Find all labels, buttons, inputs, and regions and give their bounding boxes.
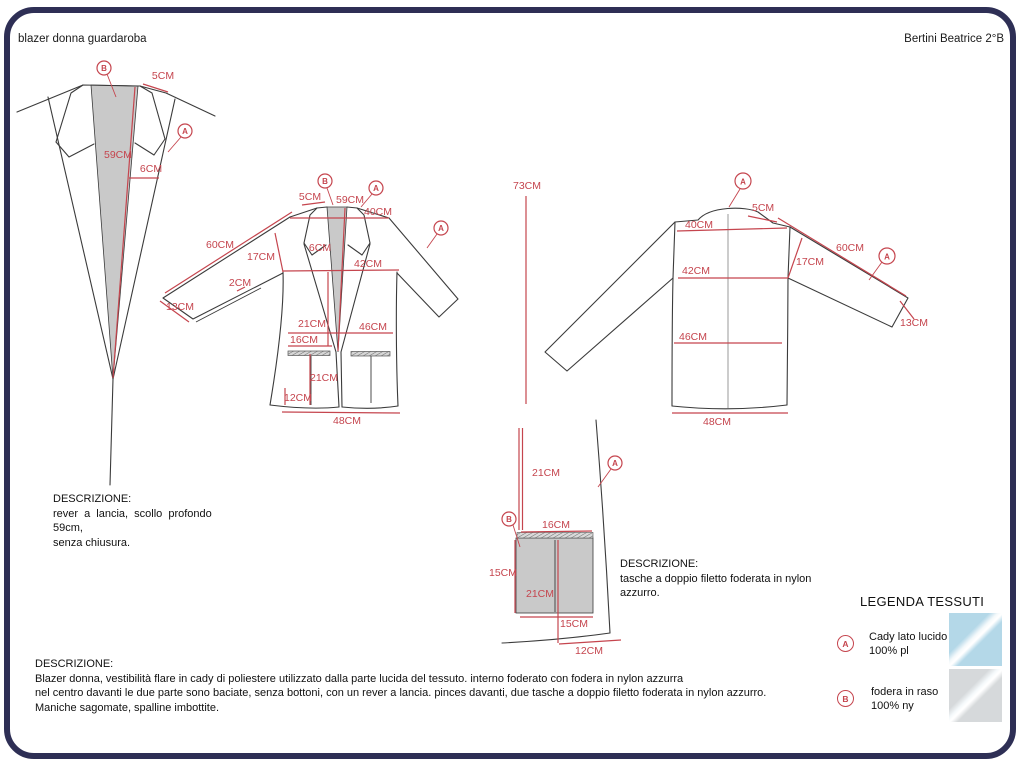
dim-5cm: 5CM bbox=[298, 191, 322, 203]
dim-12cm: 12CM bbox=[574, 645, 604, 657]
garment-edge bbox=[596, 420, 610, 633]
lapel-lining-panel bbox=[91, 85, 138, 379]
front-view-drawing bbox=[160, 175, 470, 430]
lapel-description bbox=[53, 492, 245, 550]
dim-2cm: 2CM bbox=[228, 277, 252, 289]
fabric-legend bbox=[830, 592, 1015, 732]
dim-15cm-bottom: 15CM bbox=[559, 618, 589, 630]
description-line: nel centro davanti le due parte sono baciate, senza bottoni, con un rever a lancia. pinces davanti, due tasche a doppio filetto foderata in nylon azzurro. bbox=[35, 687, 767, 699]
dim-17cm: 17CM bbox=[246, 251, 276, 263]
dim-16cm: 16CM bbox=[289, 334, 319, 346]
dim-13cm: 13CM bbox=[165, 301, 195, 313]
fabric-marker-a bbox=[361, 181, 383, 207]
description-line: tasche a doppio filetto foderata in nylon bbox=[620, 572, 812, 585]
svg-text:A: A bbox=[373, 184, 379, 193]
fabric-marker-a bbox=[598, 456, 622, 487]
dim-6cm: 6CM bbox=[308, 242, 332, 254]
dim-60cm: 60CM bbox=[205, 239, 235, 251]
dim-21cm-bottom: 21CM bbox=[309, 372, 339, 384]
dim-48cm: 48CM bbox=[332, 415, 362, 427]
fabric-name: Cady lato lucido bbox=[869, 631, 948, 643]
right-notch bbox=[135, 139, 165, 155]
svg-text:B: B bbox=[101, 64, 107, 73]
svg-text:A: A bbox=[182, 127, 188, 136]
fabric-name: fodera in raso bbox=[871, 686, 939, 698]
description-heading: DESCRIZIONE: bbox=[620, 558, 699, 570]
right-pocket-welt bbox=[351, 352, 390, 357]
back-left-sleeve bbox=[545, 222, 675, 371]
dim-48cm: 48CM bbox=[703, 416, 732, 428]
svg-text:B: B bbox=[322, 177, 328, 186]
dim-6cm: 6CM bbox=[139, 163, 163, 175]
description-line: azzurro. bbox=[620, 587, 660, 599]
center-front-line bbox=[110, 379, 113, 485]
dim-42cm: 42CM bbox=[353, 258, 383, 270]
dim-5cm: 5CM bbox=[752, 202, 775, 214]
fabric-marker-a-sleeve bbox=[427, 221, 448, 248]
description-line: Blazer donna, vestibilità flare in cady di poliestere utilizzato dalla parte lucida del tessuto. interno foderato con fodera in nylon azzurra bbox=[35, 672, 684, 685]
fabric-swatch-a bbox=[949, 613, 1002, 666]
pocket-detail-drawing bbox=[475, 420, 650, 670]
dim-21cm-inner: 21CM bbox=[525, 588, 555, 600]
dim-13cm: 13CM bbox=[900, 317, 929, 329]
fabric-swatch-b bbox=[949, 669, 1002, 722]
fabric-marker-a bbox=[168, 124, 192, 152]
dim-12cm: 12CM bbox=[283, 392, 313, 404]
dim-17cm: 17CM bbox=[795, 256, 825, 268]
dim-21cm-top: 21CM bbox=[532, 467, 561, 479]
dim-60cm: 60CM bbox=[835, 242, 865, 254]
left-pocket-welt bbox=[288, 351, 330, 356]
page-title: blazer donna guardaroba bbox=[18, 33, 147, 45]
fabric-marker-a-collar bbox=[729, 173, 751, 207]
fabric-composition: 100% ny bbox=[871, 700, 914, 712]
pocket-welt bbox=[517, 533, 593, 539]
svg-text:A: A bbox=[438, 224, 444, 233]
legend-item-a bbox=[869, 630, 947, 658]
dim-42cm: 42CM bbox=[682, 265, 711, 277]
dim-59cm: 59CM bbox=[103, 149, 133, 161]
student-name: Bertini Beatrice 2°B bbox=[904, 33, 1004, 45]
dim-5cm: 5CM bbox=[151, 70, 175, 82]
description-heading: DESCRIZIONE: bbox=[35, 658, 114, 670]
svg-text:A: A bbox=[740, 177, 746, 187]
right-sleeve bbox=[389, 218, 458, 317]
svg-text:A: A bbox=[612, 459, 618, 468]
fabric-composition: 100% pl bbox=[869, 645, 909, 657]
legend-marker-a: A bbox=[837, 635, 854, 652]
legend-marker-b: B bbox=[837, 690, 854, 707]
pocket-bag bbox=[516, 538, 593, 613]
back-hem bbox=[672, 405, 787, 409]
description-line: Maniche sagomate, spalline imbottite. bbox=[35, 701, 220, 714]
fabric-marker-a-sleeve bbox=[869, 248, 895, 280]
dim-21cm-top: 21CM bbox=[297, 318, 327, 330]
hem bbox=[270, 405, 398, 408]
dim-16cm: 16CM bbox=[541, 519, 571, 531]
dim-46cm: 46CM bbox=[358, 321, 388, 333]
dim-15cm-left: 15CM bbox=[488, 567, 518, 579]
pocket-description bbox=[620, 557, 820, 601]
svg-text:B: B bbox=[506, 515, 512, 524]
legend-item-b bbox=[871, 685, 938, 713]
description-line: senza chiusura. bbox=[53, 536, 131, 549]
dim-46cm: 46CM bbox=[679, 331, 708, 343]
dim-40cm: 40CM bbox=[363, 206, 393, 218]
description-line: rever a lancia, scollo profondo 59cm, bbox=[53, 507, 212, 534]
dim-73cm: 73CM bbox=[512, 180, 542, 192]
back-view-drawing bbox=[530, 170, 929, 432]
dim-59cm: 59CM bbox=[335, 194, 365, 206]
description-heading: DESCRIZIONE: bbox=[53, 493, 132, 505]
legend-title: LEGENDA TESSUTI bbox=[860, 594, 985, 609]
svg-text:A: A bbox=[884, 252, 890, 262]
dim-40cm: 40CM bbox=[685, 219, 714, 231]
